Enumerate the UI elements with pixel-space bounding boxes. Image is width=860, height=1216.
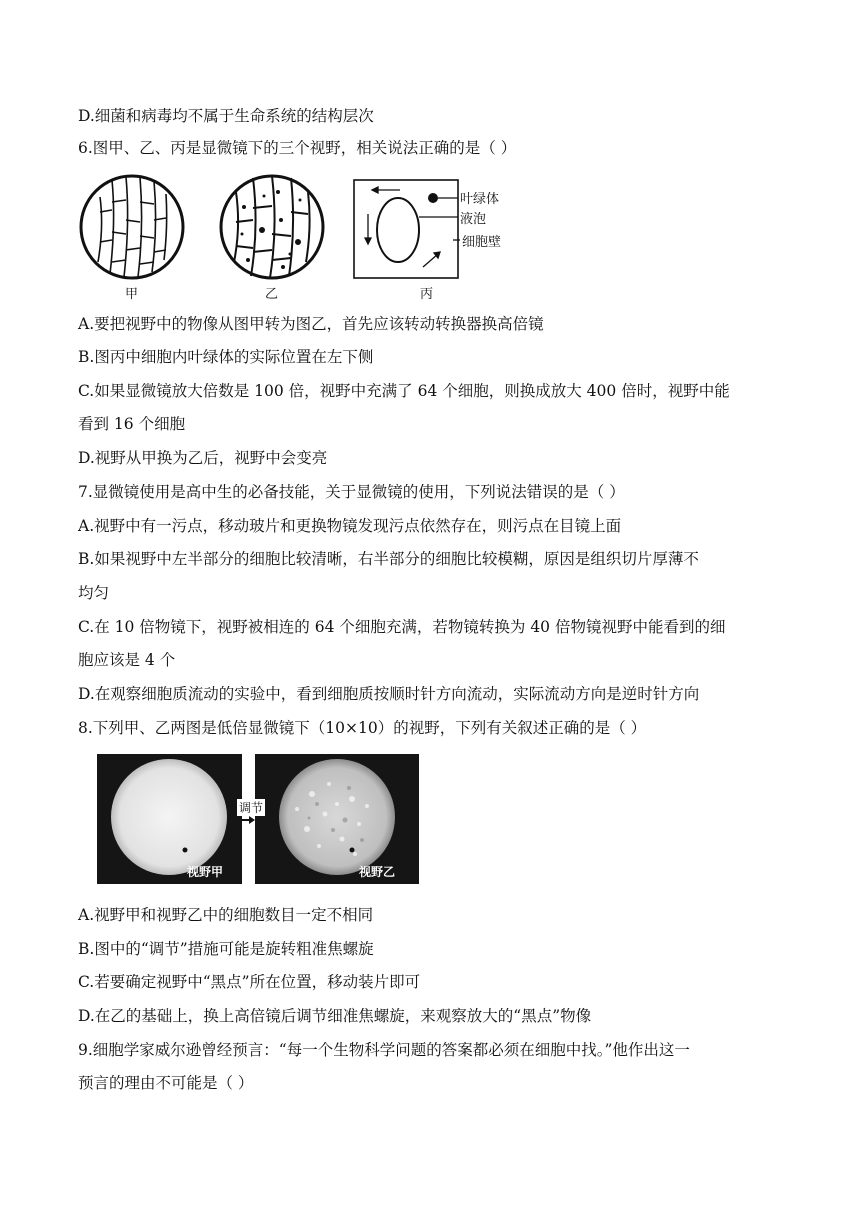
label-yi: 乙 xyxy=(265,287,279,302)
annotation-cell-wall: 细胞壁 xyxy=(462,235,502,250)
text-line-4: B.图丙中细胞内叶绿体的实际位置在左下侧 xyxy=(78,348,374,366)
text-line-3: A.要把视野中的物像从图甲转为图乙，首先应该转动转换器换高倍镜 xyxy=(78,315,544,333)
text-line-21: 预言的理由不可能是（ ） xyxy=(78,1074,254,1092)
text-line-13: 胞应该是 4 个 xyxy=(78,651,176,669)
figure-8 xyxy=(97,754,427,884)
text-line-15: 8.下列甲、乙两图是低倍显微镜下（10×10）的视野，下列有关叙述正确的是（ ） xyxy=(78,719,647,737)
text-line-16: A.视野甲和视野乙中的细胞数目一定不相同 xyxy=(78,906,374,924)
text-line-6: 看到 16 个细胞 xyxy=(78,415,186,433)
label-field-jia: 视野甲 xyxy=(187,865,224,879)
label-field-yi: 视野乙 xyxy=(359,865,396,879)
text-line-2: 6.图甲、乙、丙是显微镜下的三个视野，相关说法正确的是（ ） xyxy=(78,139,517,157)
text-line-19: D.在乙的基础上，换上高倍镜后调节细准焦螺旋，来观察放大的“黑点”物像 xyxy=(78,1007,592,1025)
label-jia: 甲 xyxy=(125,287,139,302)
text-line-14: D.在观察细胞质流动的实验中，看到细胞质按顺时针方向流动，实际流动方向是逆时针方向 xyxy=(78,685,700,703)
figure-6 xyxy=(78,172,518,302)
text-line-17: B.图中的“调节”措施可能是旋转粗准焦螺旋 xyxy=(78,940,374,958)
text-line-20: 9.细胞学家威尔逊曾经预言：“每一个生物科学问题的答案都必须在细胞中找。”他作出这一 xyxy=(78,1041,690,1059)
text-line-1: D.细菌和病毒均不属于生命系统的结构层次 xyxy=(78,107,374,125)
figure-6-drawing xyxy=(78,172,518,302)
text-line-18: C.若要确定视野中“黑点”所在位置，移动装片即可 xyxy=(78,973,421,991)
label-bing: 丙 xyxy=(420,287,434,302)
text-line-5: C.如果显微镜放大倍数是 100 倍，视野中充满了 64 个细胞，则换成放大 400 倍时，视野中能 xyxy=(78,382,730,400)
annotation-chloroplast: 叶绿体 xyxy=(460,192,500,207)
text-line-10: B.如果视野中左半部分的细胞比较清晰，右半部分的细胞比较模糊，原因是组织切片厚薄不 xyxy=(78,550,699,568)
text-line-12: C.在 10 倍物镜下，视野被相连的 64 个细胞充满，若物镜转换为 40 倍物镜视野中能看到的细 xyxy=(78,618,726,636)
text-line-7: D.视野从甲换为乙后，视野中会变亮 xyxy=(78,449,328,467)
text-line-8: 7.显微镜使用是高中生的必备技能，关于显微镜的使用，下列说法错误的是（ ） xyxy=(78,483,625,501)
arrow-label-adjust: 调节 xyxy=(239,801,264,815)
text-line-11: 均匀 xyxy=(78,584,110,602)
text-line-9: A.视野中有一污点，移动玻片和更换物镜发现污点依然存在，则污点在目镜上面 xyxy=(78,517,622,535)
annotation-vacuole: 液泡 xyxy=(460,212,487,227)
